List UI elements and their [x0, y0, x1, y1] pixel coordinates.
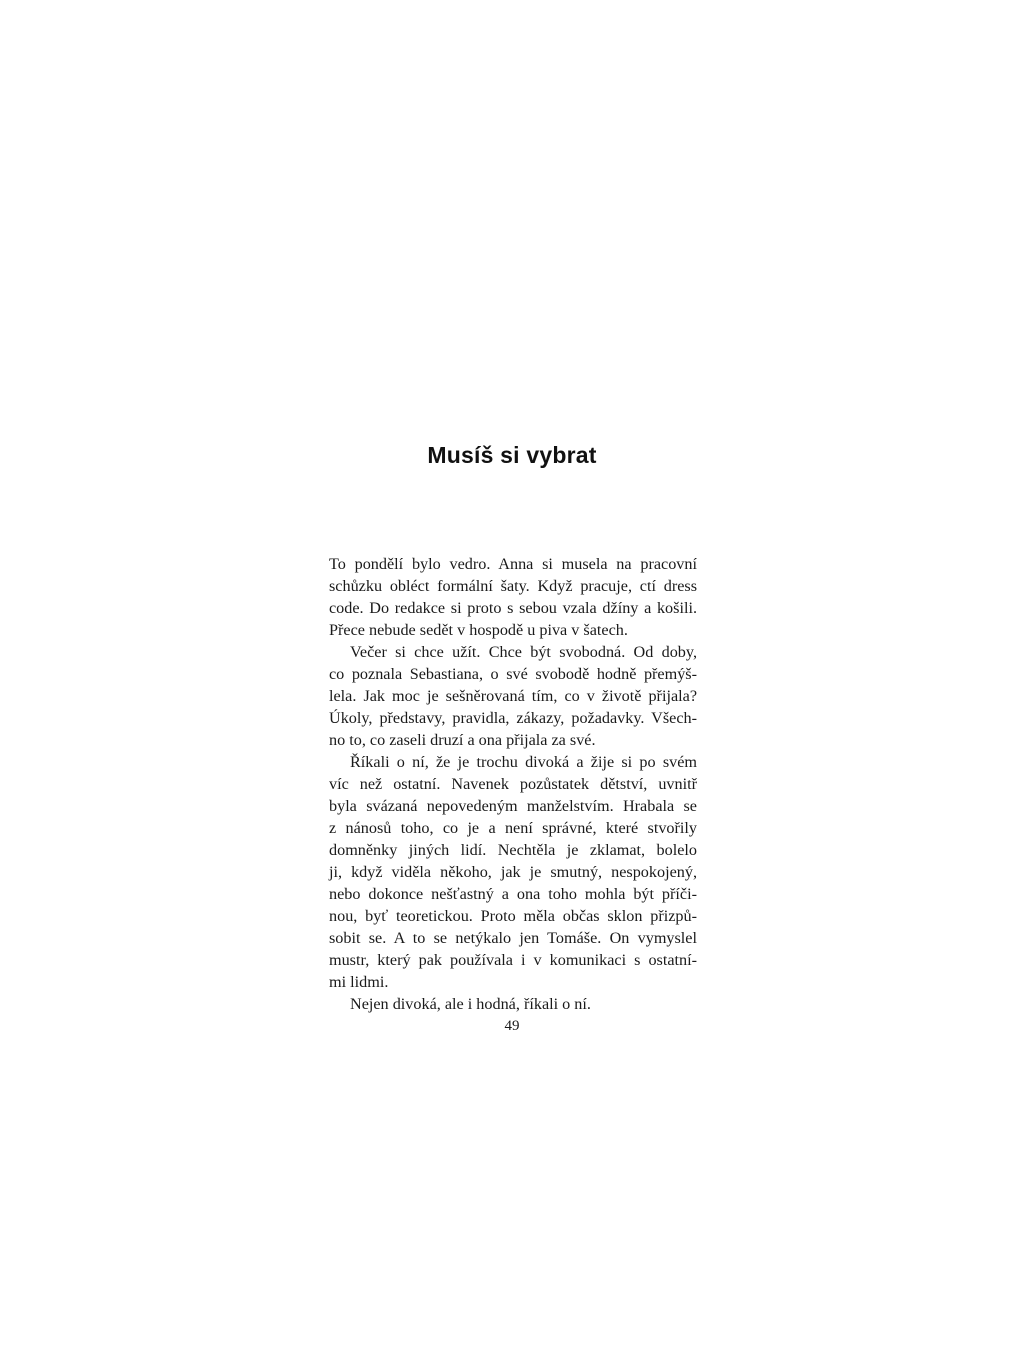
page-number: 49 — [504, 1018, 520, 1034]
text-line: lela. Jak moc je sešněrovaná tím, co v životě přijala? — [329, 687, 697, 705]
text-line: Říkali o ní, že je trochu divoká a žije si po svém — [350, 753, 697, 771]
text-line: Nejen divoká, ale i hodná, říkali o ní. — [350, 995, 591, 1013]
text-line: To pondělí bylo vedro. Anna si musela na pracovní — [329, 555, 697, 573]
text-line: mustr, který pak používala i v komunikaci s ostatní- — [329, 951, 697, 969]
text-line: nebo dokonce nešťastný a ona toho mohla být příči- — [329, 885, 697, 903]
text-line: domněnky jiných lidí. Nechtěla je zklamat, bolelo — [329, 841, 697, 859]
text-line: nou, byť teoretickou. Proto měla občas sklon přizpů- — [329, 907, 697, 925]
text-line: byla svázaná nepovedeným manželstvím. Hrabala se — [329, 797, 697, 815]
paragraph-3 — [329, 751, 697, 993]
text-line: víc než ostatní. Navenek pozůstatek dětství, uvnitř — [329, 775, 697, 793]
text-line: Přece nebude sedět v hospodě u piva v šatech. — [329, 621, 628, 639]
text-line: Večer si chce užít. Chce být svobodná. Od doby, — [350, 643, 697, 661]
text-line: ji, když viděla někoho, jak je smutný, nespokojený, — [329, 863, 697, 881]
text-line: Úkoly, představy, pravidla, zákazy, požadavky. Všech- — [329, 709, 697, 727]
text-line: mi lidmi. — [329, 973, 389, 991]
text-line: schůzku obléct formální šaty. Když pracuje, ctí dress — [329, 577, 697, 595]
text-line: sobit se. A to se netýkalo jen Tomáše. On vymyslel — [329, 929, 697, 947]
text-line: code. Do redakce si proto s sebou vzala džíny a košili. — [329, 599, 697, 617]
text-line: z nánosů toho, co je a není správné, které stvořily — [329, 819, 697, 837]
paragraph-1 — [329, 553, 697, 641]
paragraph-4 — [329, 993, 697, 1015]
text-line: co poznala Sebastiana, o své svobodě hodně přemýš- — [329, 665, 697, 683]
paragraph-2 — [329, 641, 697, 751]
text-line: no to, co zaseli druzí a ona přijala za své. — [329, 731, 596, 749]
chapter-title: Musíš si vybrat — [427, 442, 597, 468]
body-text — [329, 553, 697, 1015]
